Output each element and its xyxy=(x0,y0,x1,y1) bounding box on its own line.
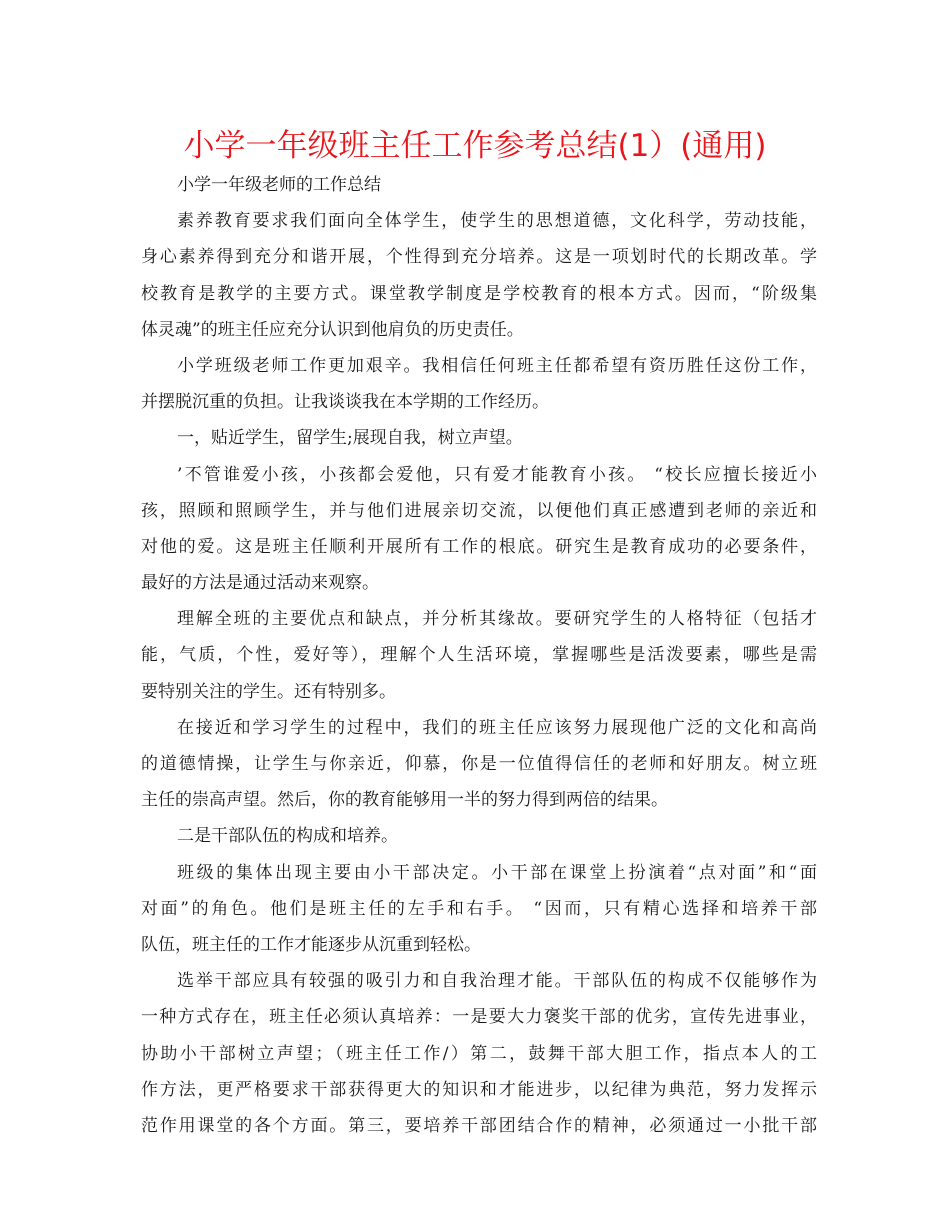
paragraph-line: 孩，照顾和照顾学生，并与他们进展亲切交流，以便他们真正感遭到老师的亲近和 xyxy=(141,500,817,521)
paragraph-line: 能，气质，个性，爱好等），理解个人生活环境，掌握哪些是活泼要素，哪些是需 xyxy=(141,645,817,666)
paragraph-line: 在接近和学习学生的过程中，我们的班主任应该努力展现他广泛的文化和高尚 xyxy=(177,717,817,738)
paragraph-line: 校教育是教学的主要方式。课堂教学制度是学校教育的根本方式。因而，“阶级集 xyxy=(141,283,817,304)
paragraph-line: 小学班级老师工作更加艰辛。我相信任何班主任都希望有资历胜任这份工作， xyxy=(177,355,817,376)
paragraph-line: 的道德情操，让学生与你亲近，仰慕，你是一位值得信任的老师和好朋友。树立班 xyxy=(141,754,817,774)
paragraph-line: 素养教育要求我们面向全体学生，使学生的思想道德，文化科学，劳动技能， xyxy=(177,211,817,232)
paragraph-line: 一，贴近学生，留学生;展现自我，树立声望。 xyxy=(177,428,523,449)
paragraph-line: 范作用课堂的各个方面。第三，要培养干部团结合作的精神，必须通过一小批干部 xyxy=(141,1115,817,1136)
paragraph-line: 理解全班的主要优点和缺点，并分析其缘故。要研究学生的人格特征（包括才 xyxy=(177,609,817,630)
paragraph-line: 体灵魂”的班主任应充分认识到他肩负的历史责任。 xyxy=(141,319,524,340)
paragraph-line: 要特别关注的学生。还有特别多。 xyxy=(141,681,396,702)
paragraph-line: 选举干部应具有较强的吸引力和自我治理才能。干部队伍的构成不仅能够作为 xyxy=(177,971,817,992)
paragraph-line: 班级的集体出现主要由小干部决定。小干部在课堂上扮演着“点对面”和“面 xyxy=(177,862,817,883)
document-body xyxy=(141,167,817,1144)
paragraph-line: 队伍，班主任的工作才能逐步从沉重到轻松。 xyxy=(141,934,481,955)
paragraph-line: 并摆脱沉重的负担。让我谈谈我在本学期的工作经历。 xyxy=(141,392,549,413)
paragraph-line: 对面”的角色。他们是班主任的左手和右手。 “因而，只有精心选择和培养干部 xyxy=(141,898,817,919)
paragraph-line: 协助小干部树立声望；（班主任工作/）第二，鼓舞干部大胆工作，指点本人的工 xyxy=(141,1043,817,1064)
paragraph-line: 一种方式存在，班主任必须认真培养：一是要大力褒奖干部的优劣，宣传先进事业， xyxy=(141,1007,817,1028)
paragraph-line: 身心素养得到充分和谐开展，个性得到充分培养。这是一项划时代的长期改革。学 xyxy=(141,247,817,268)
paragraph-line: 对他的爱。这是班主任顺利开展所有工作的根底。研究生是教育成功的必要条件， xyxy=(141,536,817,557)
paragraph-line: 最好的方法是通过活动来观察。 xyxy=(141,573,379,594)
paragraph-line: ’不管谁爱小孩，小孩都会爱他，只有爱才能教育小孩。 “校长应擅长接近小 xyxy=(177,464,817,485)
paragraph-line: 主任的崇高声望。然后，你的教育能够用一半的努力得到两倍的结果。 xyxy=(141,790,668,811)
paragraph-line: 二是干部队伍的构成和培养。 xyxy=(177,826,398,847)
paragraph-line: 作方法，更严格要求干部获得更大的知识和才能进步，以纪律为典范，努力发挥示 xyxy=(141,1079,817,1100)
document-title: 小学一年级班主任工作参考总结(1）(通用) xyxy=(183,128,767,164)
document-subtitle: 小学一年级老师的工作总结 xyxy=(177,175,381,195)
